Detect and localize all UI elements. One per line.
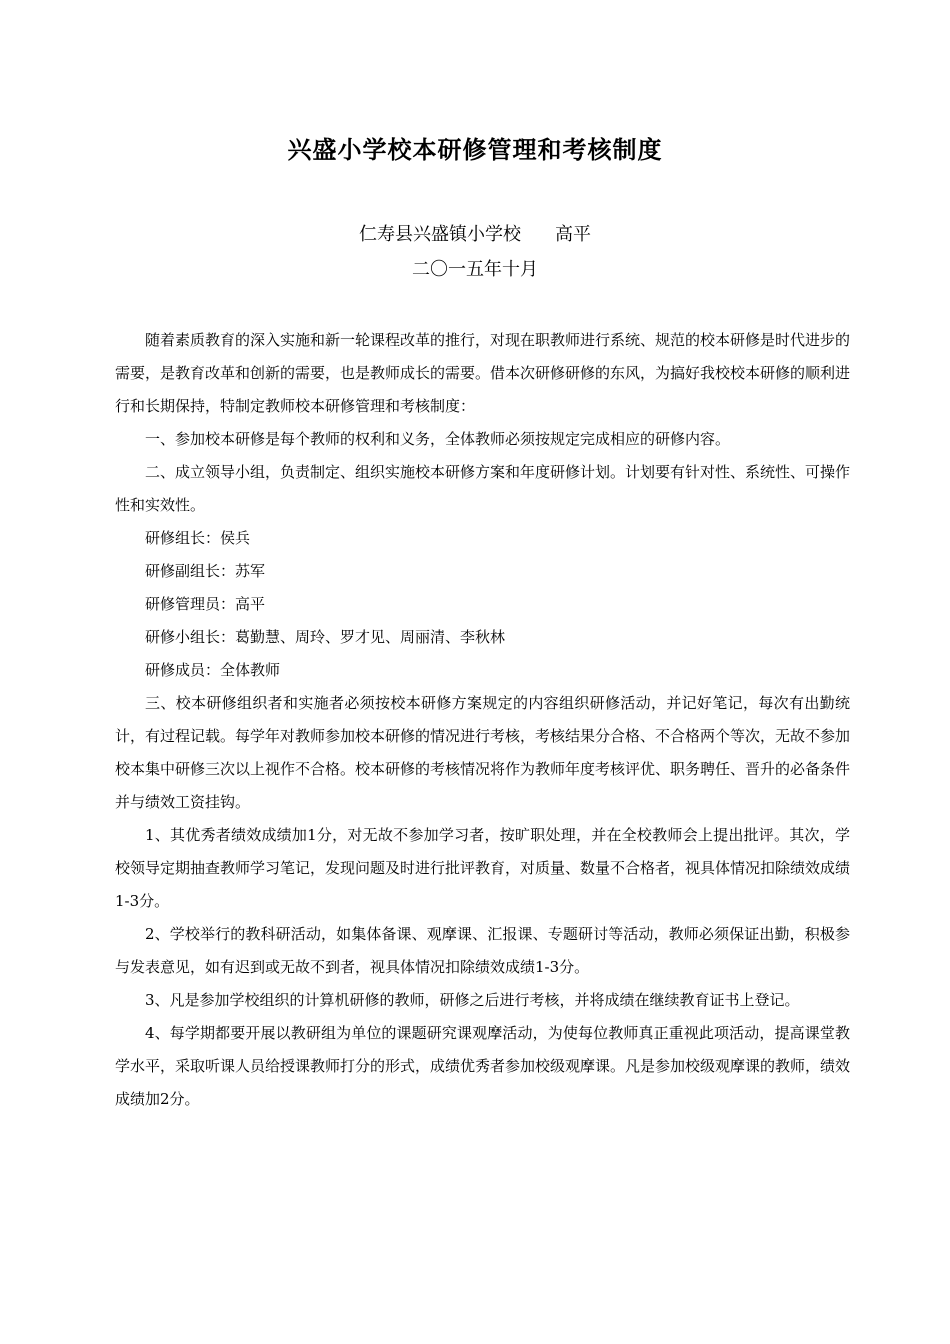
paragraph-item-1: 1、其优秀者绩效成绩加1分，对无故不参加学习者，按旷职处理，并在全校教师会上提出批评。其次，学校领导定期抽查教师学习笔记，发现问题及时进行批评教育，对质量、数量不合格者，视具体情况扣除绩效成绩1-3分。 xyxy=(115,826,851,910)
paragraph-deputy-leader: 研修副组长：苏军 xyxy=(145,562,266,580)
paragraph-leader: 研修组长：侯兵 xyxy=(145,529,251,547)
paragraph-item-3: 3、凡是参加学校组织的计算机研修的教师，研修之后进行考核，并将成绩在继续教育证书上登记。 xyxy=(145,991,800,1009)
paragraph-rule-1: 一、参加校本研修是每个教师的权利和义务，全体教师必须按规定完成相应的研修内容。 xyxy=(145,430,731,448)
paragraph-members: 研修成员：全体教师 xyxy=(145,661,281,679)
author-school: 仁寿县兴盛镇小学校 xyxy=(359,224,521,245)
document-date: 二〇一五年十月 xyxy=(412,259,538,280)
paragraph-rule-2: 二、成立领导小组，负责制定、组织实施校本研修方案和年度研修计划。计划要有针对性、系统性、可操作性和实效性。 xyxy=(115,463,851,514)
author-name: 高平 xyxy=(555,224,591,245)
document-body xyxy=(115,324,850,1116)
author-line xyxy=(0,222,950,248)
paragraph-intro: 随着素质教育的深入实施和新一轮课程改革的推行，对现在职教师进行系统、规范的校本研修是时代进步的需要，是教育改革和创新的需要，也是教师成长的需要。借本次研修研修的东风，为搞好我校校本研修的顺利进行和长期保持，特制定教师校本研修管理和考核制度： xyxy=(115,331,851,415)
paragraph-rule-3: 三、校本研修组织者和实施者必须按校本研修方案规定的内容组织研修活动，并记好笔记，每次有出勤统计，有过程记载。每学年对教师参加校本研修的情况进行考核，考核结果分合格、不合格两个等次，无故不参加校本集中研修三次以上视作不合格。校本研修的考核情况将作为教师年度考核评优、职务聘任、晋升的必备条件并与绩效工资挂钩。 xyxy=(115,694,851,811)
paragraph-item-2: 2、学校举行的教科研活动，如集体备课、观摩课、汇报课、专题研讨等活动，教师必须保证出勤，积极参与发表意见，如有迟到或无故不到者，视具体情况扣除绩效成绩1-3分。 xyxy=(115,925,850,976)
paragraph-group-leaders: 研修小组长：葛勤慧、周玲、罗才见、周丽清、李秋林 xyxy=(145,628,506,646)
paragraph-item-4: 4、每学期都要开展以教研组为单位的课题研究课观摩活动，为使每位教师真正重视此项活动，提高课堂教学水平，采取听课人员给授课教师打分的形式，成绩优秀者参加校级观摩课。凡是参加校级观摩课的教师，绩效成绩加2分。 xyxy=(115,1024,851,1108)
document-title: 兴盛小学校本研修管理和考核制度 xyxy=(287,136,663,164)
paragraph-administrator: 研修管理员：高平 xyxy=(145,595,266,613)
